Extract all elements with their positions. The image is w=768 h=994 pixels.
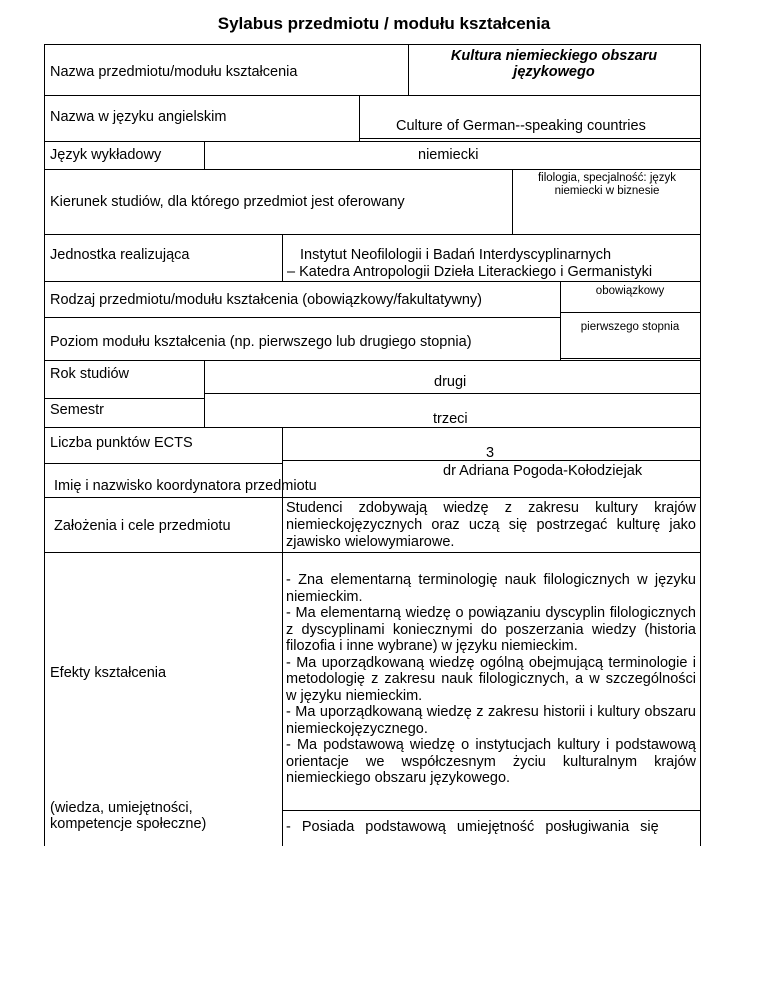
- ects-value: 3: [486, 445, 495, 461]
- language-label: Język wykładowy: [50, 147, 162, 163]
- unit-label: Jednostka realizująca: [50, 247, 190, 263]
- list-item: - Ma elementarną wiedzę o powiązaniu dyscyplin filologicznych z dyscyplinami koniecznymi do poszerzania wiedzy (historia filozofia i inne wybrane) w języku niemieckim.: [286, 605, 696, 654]
- semester-value: trzeci: [433, 411, 468, 427]
- list-item: - Ma podstawową wiedzę o instytucjach kultury i podstawową orientacje we współczesnym życiu kulturalnym krajów niemieckiego obszaru językowego.: [286, 737, 696, 786]
- field-of-study-value: filologia, specjalność: język niemiecki w biznesie: [537, 172, 677, 197]
- coordinator-label: Imię i nazwisko koordynatora przedmiotu: [54, 478, 317, 494]
- level-value: pierwszego stopnia: [580, 321, 680, 333]
- outcomes-label: Efekty kształcenia: [50, 665, 167, 681]
- field-of-study-label: Kierunek studiów, dla którego przedmiot jest oferowany: [50, 194, 405, 210]
- unit-value-line2: – Katedra Antropologii Dzieła Literackiego i Germanistyki: [287, 264, 653, 280]
- english-name-value: Culture of German--speaking countries: [396, 118, 646, 134]
- language-value: niemiecki: [418, 147, 479, 163]
- year-label: Rok studiów: [50, 366, 129, 382]
- level-label: Poziom modułu kształcenia (np. pierwszego lub drugiego stopnia): [50, 334, 472, 350]
- semester-label: Semestr: [50, 402, 104, 418]
- course-type-label: Rodzaj przedmiotu/modułu kształcenia (obowiązkowy/fakultatywny): [50, 292, 482, 308]
- outcomes-sublabel: (wiedza, umiejętności, kompetencje społeczne): [50, 800, 207, 832]
- course-type-value: obowiązkowy: [595, 285, 665, 297]
- course-name-value: Kultura niemieckiego obszaru językowego: [450, 48, 658, 80]
- list-item: - Ma uporządkowaną wiedzę z zakresu historii i kultury obszaru niemieckojęzycznego.: [286, 704, 696, 737]
- unit-value-line1: Instytut Neofilologii i Badań Interdyscyplinarnych: [300, 247, 612, 263]
- coordinator-value: dr Adriana Pogoda-Kołodziejak: [443, 463, 643, 479]
- list-item: - Ma uporządkowaną wiedzę ogólną obejmującą terminologie i metodologię z zakresu nauk filologicznych, a w szczególności w języku niemieckim.: [286, 654, 696, 704]
- page-title: Sylabus przedmiotu / modułu kształcenia: [217, 14, 551, 33]
- outcomes-next-item: - Posiada podstawową umiejętność posługiwania się: [286, 819, 659, 835]
- list-item: - Zna elementarną terminologię nauk filologicznych w języku niemieckim.: [286, 572, 696, 605]
- year-value: drugi: [434, 374, 467, 390]
- english-name-label: Nazwa w języku angielskim: [50, 109, 227, 125]
- outcomes-list: [286, 572, 696, 787]
- goals-label: Założenia i cele przedmiotu: [54, 518, 231, 534]
- ects-label: Liczba punktów ECTS: [50, 435, 193, 451]
- course-name-label: Nazwa przedmiotu/modułu kształcenia: [50, 64, 298, 80]
- goals-value: Studenci zdobywają wiedzę z zakresu kultury krajów niemieckojęzycznych oraz uczą się postrzegać kulturę jako zjawisko wielowymiarowe.: [286, 500, 696, 550]
